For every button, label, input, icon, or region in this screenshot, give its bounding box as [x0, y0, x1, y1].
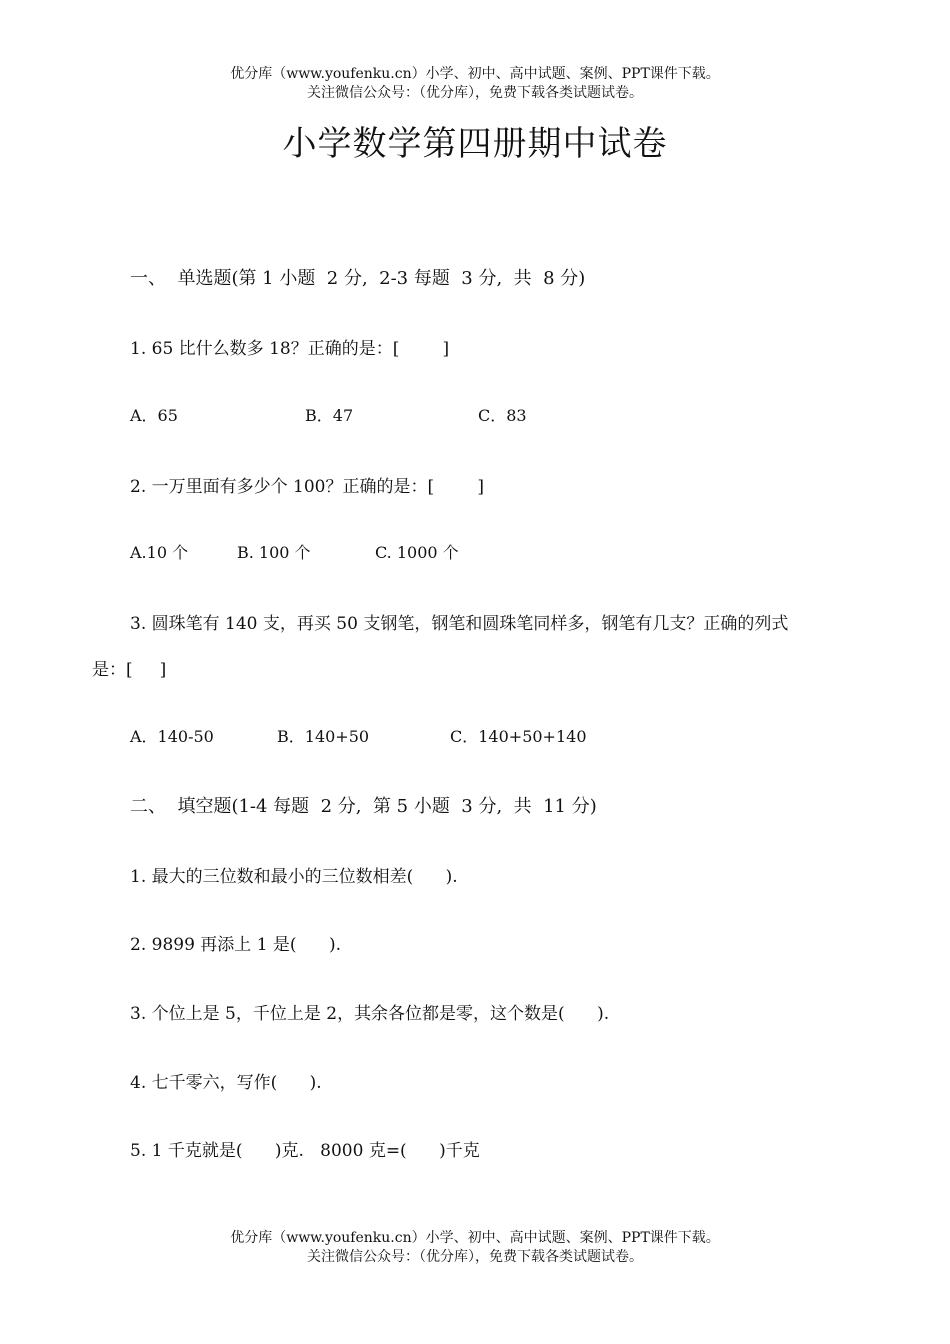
question-3-line-1: 3. 圆珠笔有 140 支，再买 50 支钢笔，钢笔和圆珠笔同样多，钢笔有几支？正确的列式 — [130, 614, 789, 634]
q3-option-a: A．140-50 — [130, 727, 214, 746]
section-1-heading: 一、 单选题(第 1 小题 2 分, 2-3 每题 3 分, 共 8 分) — [130, 268, 586, 289]
q1-option-b: B．47 — [305, 406, 354, 425]
fill-item-1: 1. 最大的三位数和最小的三位数相差( ). — [130, 867, 458, 887]
q1-option-a: A．65 — [130, 406, 178, 425]
header-line-1: 优分库（www.youfenku.cn）小学、初中、高中试题、案例、PPT课件下载。 — [230, 66, 720, 82]
question-3-line-2: 是：[ ] — [92, 660, 167, 680]
question-2: 2. 一万里面有多少个 100？正确的是：[ ] — [130, 477, 484, 497]
footer-line-1: 优分库（www.youfenku.cn）小学、初中、高中试题、案例、PPT课件下载。 — [230, 1230, 720, 1246]
q3-option-b: B．140+50 — [277, 727, 370, 746]
q1-option-c: C．83 — [478, 406, 527, 425]
fill-item-2: 2. 9899 再添上 1 是( ). — [130, 935, 342, 955]
fill-item-5: 5. 1 千克就是( )克. 8000 克=( )千克 — [130, 1141, 480, 1161]
question-1: 1. 65 比什么数多 18？正确的是：[ ] — [130, 339, 450, 359]
q3-option-c: C．140+50+140 — [450, 727, 587, 746]
footer-line-2: 关注微信公众号：（优分库），免费下载各类试题试卷。 — [307, 1249, 643, 1265]
q2-option-b: B. 100 个 — [237, 543, 311, 562]
page-title: 小学数学第四册期中试卷 — [282, 124, 668, 164]
fill-item-4: 4. 七千零六，写作( ). — [130, 1073, 322, 1093]
fill-item-3: 3. 个位上是 5，千位上是 2，其余各位都是零，这个数是( ). — [130, 1004, 610, 1024]
q2-option-c: C. 1000 个 — [375, 543, 459, 562]
section-2-heading: 二、 填空题(1-4 每题 2 分, 第 5 小题 3 分, 共 11 分) — [130, 796, 597, 817]
header-line-2: 关注微信公众号：（优分库），免费下载各类试题试卷。 — [307, 85, 643, 101]
q2-option-a: A.10 个 — [130, 543, 189, 562]
